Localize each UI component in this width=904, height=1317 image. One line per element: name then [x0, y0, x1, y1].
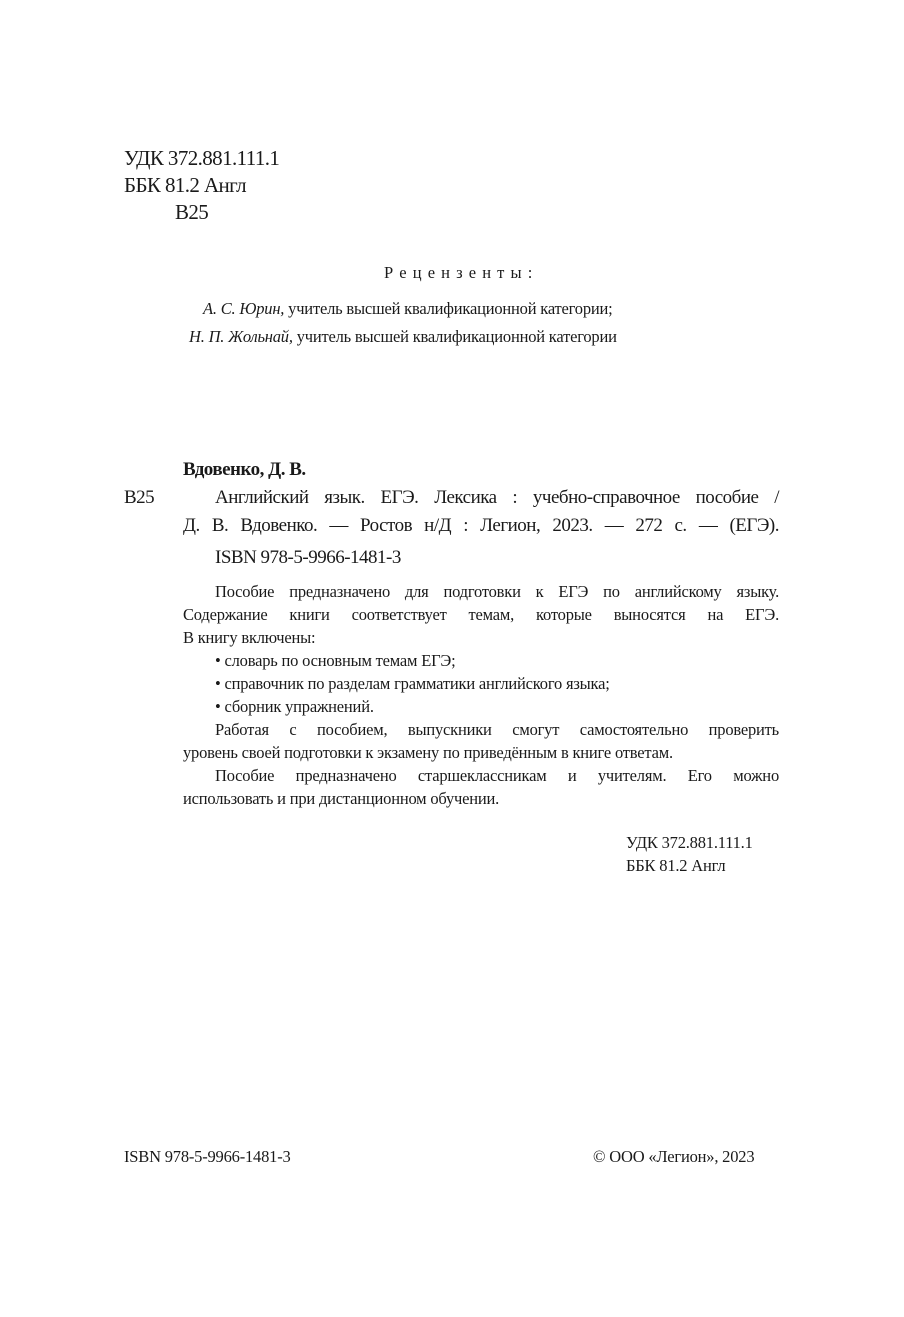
- author: Вдовенко, Д. В.: [183, 459, 306, 480]
- reviewer-role: учитель высшей квалификационной категории: [292, 327, 617, 346]
- reviewer-name: Н. П. Жольнай,: [189, 327, 293, 346]
- footer-copyright: © ООО «Легион», 2023: [593, 1147, 755, 1166]
- reviewer-1: [203, 301, 613, 318]
- footer-isbn: ISBN 978-5-9966-1481-3: [124, 1147, 291, 1166]
- author-code-header: В25: [175, 200, 209, 224]
- annotation-bullet: • справочник по разделам грамматики английского языка;: [215, 674, 610, 693]
- entry-imprint-line: Д. В. Вдовенко. — Ростов н/Д : Легион, 2023. — 272 с. — (ЕГЭ).: [183, 515, 779, 536]
- udk-classification: УДК 372.881.111.1: [626, 833, 753, 852]
- annotation-line: Пособие предназначено старшеклассникам и учителям. Его можно: [215, 766, 779, 785]
- annotation-line: уровень своей подготовки к экзамену по приведённым в книге ответам.: [183, 743, 673, 762]
- reviewers-title: Р е ц е н з е н т ы :: [384, 263, 534, 282]
- annotation-bullet: • сборник упражнений.: [215, 697, 374, 716]
- annotation-line: использовать и при дистанционном обучении.: [183, 789, 500, 808]
- reviewer-name: А. С. Юрин,: [203, 299, 285, 318]
- entry-title-line: Английский язык. ЕГЭ. Лексика : учебно-справочное пособие /: [215, 487, 779, 508]
- annotation-bullet: • словарь по основным темам ЕГЭ;: [215, 651, 456, 670]
- annotation-line: В книгу включены:: [183, 628, 316, 647]
- udk-header: УДК 372.881.111.1: [124, 146, 280, 170]
- entry-code: В25: [124, 487, 155, 508]
- bbk-header: ББК 81.2 Англ: [124, 173, 247, 197]
- annotation-line: Содержание книги соответствует темам, которые выносятся на ЕГЭ.: [183, 605, 779, 624]
- reviewer-role: учитель высшей квалификационной категории;: [284, 299, 613, 318]
- reviewer-2: [189, 329, 617, 346]
- entry-isbn: ISBN 978-5-9966-1481-3: [215, 547, 401, 568]
- annotation-line: Работая с пособием, выпускники смогут самостоятельно проверить: [215, 720, 779, 739]
- bbk-classification: ББК 81.2 Англ: [626, 856, 726, 875]
- annotation-line: Пособие предназначено для подготовки к ЕГЭ по английскому языку.: [215, 582, 779, 601]
